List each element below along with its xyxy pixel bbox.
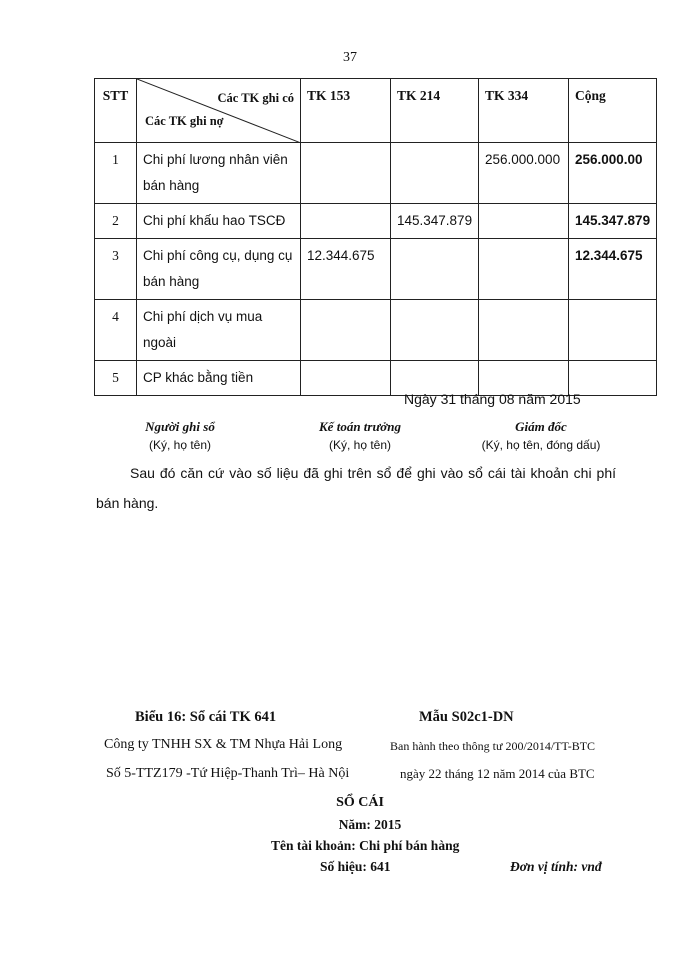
row-description: Chi phí công cụ, dụng cụ bán hàng: [137, 239, 301, 300]
row-description: Chi phí dịch vụ mua ngoài: [137, 300, 301, 361]
account-name: Tên tài khoản: Chi phí bán hàng: [271, 838, 460, 853]
row-total: 145.347.879: [569, 204, 657, 239]
row-tk334: 256.000.000: [479, 143, 569, 204]
header-stt: STT: [95, 79, 137, 143]
row-stt: 4: [95, 300, 137, 361]
row-tk153: [301, 361, 391, 396]
company-address: Số 5-TTZ179 -Tứ Hiệp-Thanh Trì– Hà Nội: [106, 766, 350, 781]
account-number: Số hiệu: 641: [320, 859, 391, 874]
row-stt: 2: [95, 204, 137, 239]
signature-note: (Ký, họ tên): [328, 438, 392, 452]
signature-title: Giám đốc: [515, 419, 567, 434]
header-total: Cộng: [569, 79, 657, 143]
row-tk214: [391, 143, 479, 204]
header-tk214: TK 214: [391, 79, 479, 143]
header-debit-accounts: Các TK ghi nợ: [145, 114, 224, 128]
row-stt: 5: [95, 361, 137, 396]
row-tk153: 12.344.675: [301, 239, 391, 300]
row-tk214: 145.347.879: [391, 204, 479, 239]
signature-chief-accountant: [290, 419, 430, 452]
row-total: [569, 300, 657, 361]
expense-allocation-table: [94, 78, 657, 396]
table-row: [95, 239, 657, 300]
company-name: Công ty TNHH SX & TM Nhựa Hải Long: [104, 737, 343, 752]
signature-note: (Ký, họ tên): [148, 438, 212, 452]
row-description: CP khác bằng tiền: [137, 361, 301, 396]
currency-unit: Đơn vị tính: vnđ: [510, 859, 602, 874]
row-description: Chi phí lương nhân viên bán hàng: [137, 143, 301, 204]
ledger-heading: SỔ CÁI: [336, 795, 384, 810]
page-number: 37: [343, 50, 357, 65]
header-diagonal-cell: [137, 79, 301, 143]
row-tk153: [301, 204, 391, 239]
row-total: 256.000.00: [569, 143, 657, 204]
signature-title: Người ghi sổ: [145, 419, 215, 434]
table-row: [95, 143, 657, 204]
row-total: [569, 361, 657, 396]
row-tk153: [301, 300, 391, 361]
date-line: Ngày 31 tháng 08 năm 2015: [404, 391, 581, 407]
header-tk153: TK 153: [301, 79, 391, 143]
signature-director: [456, 419, 626, 452]
row-total: 12.344.675: [569, 239, 657, 300]
signature-title: Kế toán trưởng: [319, 419, 401, 434]
row-tk153: [301, 143, 391, 204]
row-tk334: [479, 204, 569, 239]
row-tk334: [479, 239, 569, 300]
header-credit-accounts: Các TK ghi có: [217, 91, 294, 105]
table-header-row: [95, 79, 657, 143]
ledger-year: Năm: 2015: [338, 817, 402, 832]
form-code: Mẫu S02c1-DN: [419, 709, 514, 725]
table-row: [95, 300, 657, 361]
row-tk214: [391, 239, 479, 300]
row-stt: 3: [95, 239, 137, 300]
row-tk214: [391, 300, 479, 361]
row-description: Chi phí khấu hao TSCĐ: [137, 204, 301, 239]
row-tk334: [479, 300, 569, 361]
header-tk334: TK 334: [479, 79, 569, 143]
form-title: Biểu 16: Sổ cái TK 641: [135, 709, 277, 725]
circular-reference: Ban hành theo thông tư 200/2014/TT-BTC: [390, 739, 596, 753]
circular-date: ngày 22 tháng 12 năm 2014 của BTC: [400, 766, 595, 781]
instruction-paragraph: Sau đó căn cứ vào số liệu đã ghi trên sổ để ghi vào sổ cái tài khoản chi phí bán hàng.: [96, 465, 616, 511]
row-stt: 1: [95, 143, 137, 204]
signature-note: (Ký, họ tên, đóng dấu): [481, 438, 601, 452]
signature-recorder: [110, 419, 250, 452]
table-row: [95, 204, 657, 239]
